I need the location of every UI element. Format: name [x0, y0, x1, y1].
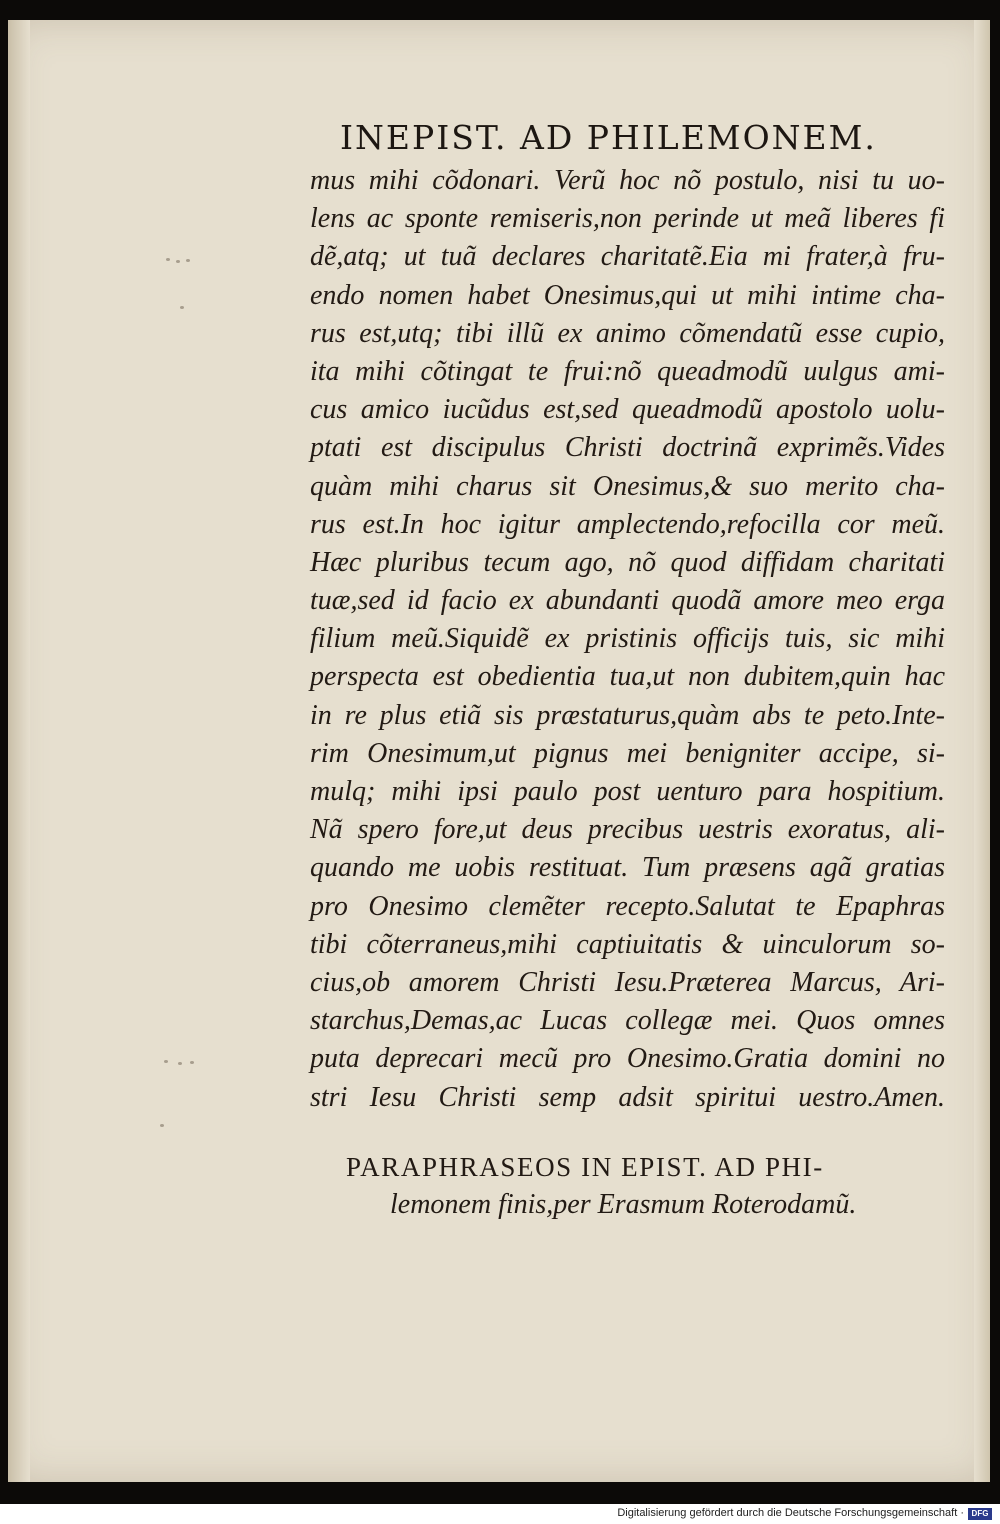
text-line: endo nomen habet Onesimus,qui ut mihi intime cha-	[310, 279, 945, 311]
body-text	[310, 162, 945, 1117]
marginal-specks	[158, 250, 198, 1150]
page-edge	[974, 20, 990, 1482]
speck	[180, 306, 184, 309]
funding-notice: Digitalisierung gefördert durch die Deutsche Forschungsgemeinschaft ·	[617, 1507, 964, 1519]
text-line: quando me uobis restituat. Tum præsens agã gratias	[310, 852, 945, 884]
text-line: ptati est discipulus Christi doctrinã exprimẽs.Vides	[310, 432, 945, 464]
text-line: starchus,Demas,ac Lucas collegæ mei. Quos omnes	[310, 1005, 945, 1037]
footer-bar	[0, 1504, 1000, 1524]
text-line: Hæc pluribus tecum ago, nõ quod diffidam charitati	[310, 546, 945, 578]
text-line: pro Onesimo clemẽter recepto.Salutat te Epaphras	[310, 890, 945, 922]
text-line: mulq; mihi ipsi paulo post uenturo para hospitium.	[310, 776, 945, 807]
speck	[176, 260, 180, 263]
text-line: ita mihi cõtingat te frui:nõ queadmodũ uulgus ami-	[310, 355, 945, 387]
text-line: cus amico iucũdus est,sed queadmodũ apostolo uolu-	[310, 394, 945, 426]
text-line: cius,ob amorem Christi Iesu.Præterea Marcus, Ari-	[310, 966, 945, 998]
speck	[160, 1124, 164, 1127]
text-line: stri Iesu Christi semp adsit spiritui uestro.Amen.	[310, 1081, 945, 1113]
colophon-line-2: lemonem finis,per Erasmum Roterodamũ.	[390, 1189, 857, 1220]
running-head: INEPIST. AD PHILEMONEM.	[340, 118, 877, 157]
speck	[164, 1060, 168, 1063]
text-line: lens ac sponte remiseris,non perinde ut meã liberes fi	[310, 203, 945, 235]
speck	[166, 258, 170, 261]
text-line: rus est.In hoc igitur amplectendo,refocilla cor meũ.	[310, 508, 945, 540]
text-line: mus mihi cõdonari. Verũ hoc nõ postulo, nisi tu uo-	[310, 165, 945, 196]
colophon-line-1: PARAPHRASEOS IN EPIST. AD PHI-	[346, 1152, 824, 1182]
speck	[190, 1061, 194, 1064]
text-line: puta deprecari mecũ pro Onesimo.Gratia domini no	[310, 1043, 945, 1075]
text-line: rim Onesimum,ut pignus mei benigniter accipe, si-	[310, 737, 945, 769]
text-line: quàm mihi charus sit Onesimus,& suo merito cha-	[310, 470, 945, 502]
text-line: rus est,utq; tibi illũ ex animo cõmendatũ esse cupio,	[310, 317, 945, 349]
text-line: filium meũ.Siquidẽ ex pristinis officijs tuis, sic mihi	[310, 623, 945, 655]
speck	[186, 259, 190, 262]
speck	[178, 1062, 182, 1065]
text-line: tibi cõterraneus,mihi captiuitatis & uinculorum so-	[310, 928, 945, 960]
text-line: Nã spero fore,ut deus precibus uestris exoratus, ali-	[310, 814, 945, 846]
text-line: perspecta est obedientia tua,ut non dubitem,quin hac	[310, 661, 945, 693]
text-line: dẽ,atq; ut tuã declares charitatẽ.Eia mi frater,à fru-	[310, 241, 945, 273]
text-line: tuæ,sed id facio ex abundanti quodã amore meo erga	[310, 585, 945, 617]
colophon	[310, 1148, 945, 1224]
dfg-logo-icon[interactable]: DFG	[968, 1508, 992, 1520]
page-gutter	[8, 20, 30, 1482]
book-page	[8, 20, 990, 1482]
text-line: in re plus etiã sis præstaturus,quàm abs te peto.Inte-	[310, 699, 945, 731]
